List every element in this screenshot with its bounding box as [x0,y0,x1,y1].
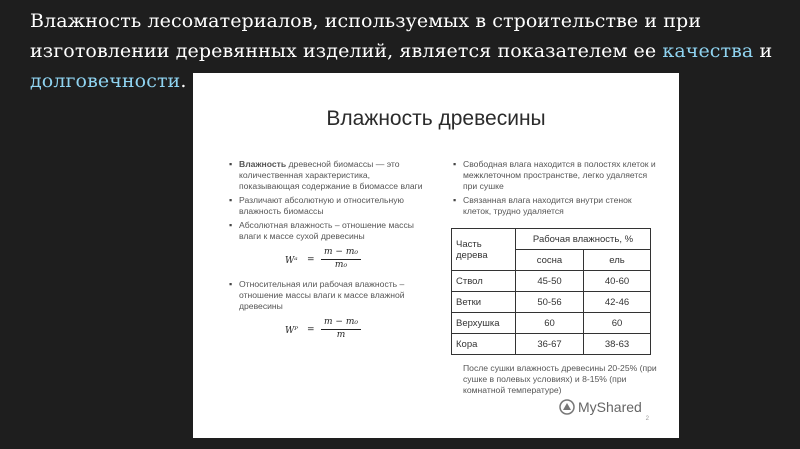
table-cell: Кора [452,334,516,355]
formula-fraction [321,247,361,271]
table-row [452,313,651,334]
table-row [452,334,651,355]
formula-eq: = [307,325,315,335]
table-cell: 50-56 [516,292,584,313]
formula-fraction [321,317,361,341]
header-part: Часть дерева [452,229,516,271]
formula-absolute [229,245,429,279]
drying-note: После сушки влажность древесины 20-25% (при сушке в полевых условиях) и 8-15% (при комнатной температуре) [463,363,657,395]
term-bold: Влажность [239,159,287,169]
slide-image [193,73,679,438]
formula-numerator: m − m₀ [321,317,361,330]
heading-text-1: Влажность лесоматериалов, используемых в строительстве и при изготовлении деревянных изделий, является показателем ее [30,10,702,62]
table-cell: Верхушка [452,313,516,334]
durability-link[interactable]: долговечности [30,70,181,92]
bullet-text: Абсолютная влажность – отношение массы влаги к массе сухой древесины [239,220,414,241]
formula-lhs: Wᴾ [285,326,299,336]
table-cell: 60 [516,313,584,334]
table-cell: Ствол [452,271,516,292]
formula-lhs: Wᵃ [285,256,298,266]
bullet-relative [229,279,429,312]
bullet-bound-moisture: ▪ Связанная влага находится внутри стенок клеток, трудно удаляется [453,195,659,217]
table-cell: 40-60 [584,271,651,292]
table-cell: 36-67 [516,334,584,355]
formula-relative [229,315,429,349]
formula-denominator: m₀ [334,260,348,270]
header-group: Рабочая влажность, % [516,229,651,250]
table-cell: 45-50 [516,271,584,292]
table-row [452,292,651,313]
right-column [453,159,659,220]
subheader-spruce: ель [584,250,651,271]
bullet-absolute [229,220,429,242]
formula-numerator: m − m₀ [321,247,361,260]
heading-text-2: и [753,40,773,62]
table-header-row [452,229,651,250]
bullet-free-moisture: ▪ Свободная влага находится в полостях клеток и межклеточном пространстве, легко удаляется при сушке [453,159,659,192]
formula-eq: = [307,255,315,265]
moisture-table [451,228,651,355]
table-cell: 42-46 [584,292,651,313]
slide-page-number: 2 [645,416,649,422]
table-cell: 60 [584,313,651,334]
bullet-definition [229,159,429,192]
slide-title: Влажность древесины [326,107,546,130]
bullet-text: Относительная или рабочая влажность – отношение массы влаги к массе влажной древесины [239,279,405,311]
table-cell: Ветки [452,292,516,313]
watermark-text: MyShared [578,399,642,416]
quality-link[interactable]: качества [662,40,754,62]
table-cell: 38-63 [584,334,651,355]
table-row [452,271,651,292]
subheader-pine: сосна [516,250,584,271]
left-column [229,159,429,349]
myshared-logo-icon [559,399,575,418]
bullet-text: Различают абсолютную и относительную влажность биомассы [239,195,404,216]
watermark [559,399,642,418]
formula-denominator: m [336,330,346,340]
bullet-types [229,195,429,217]
bullet-text: древесной биомассы — это количественная характеристика, показывающая содержание в биомассе влаги [239,159,423,191]
heading-text-3: . [180,70,187,92]
